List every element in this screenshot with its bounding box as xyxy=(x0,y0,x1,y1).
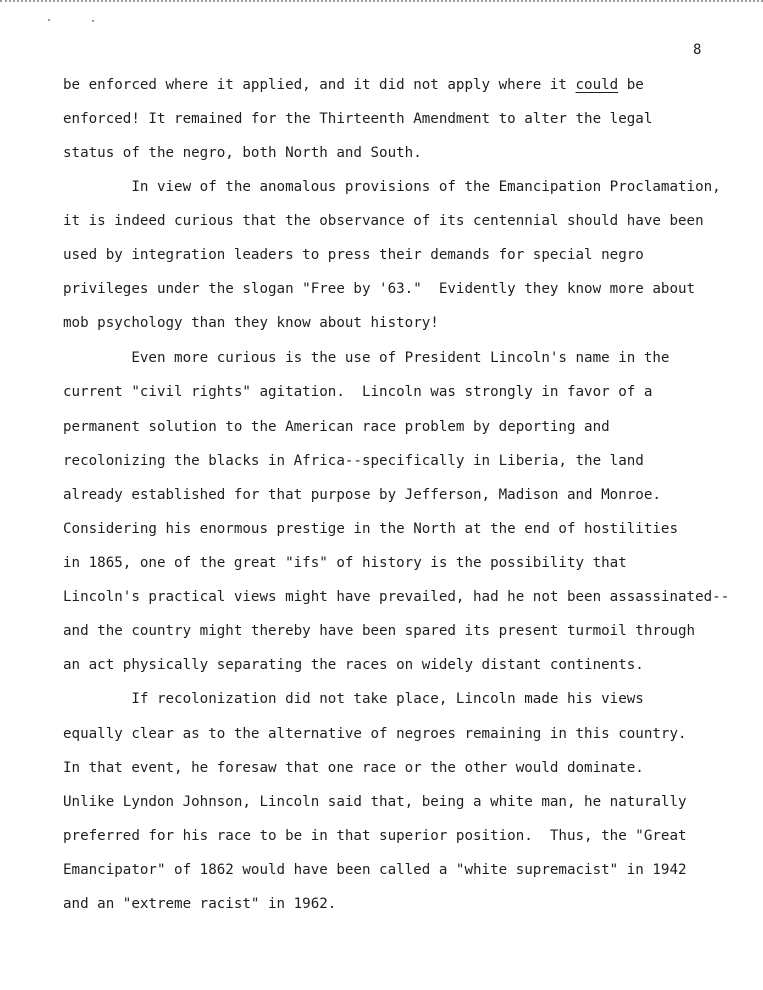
text-segment: be enforced where it applied, and it did not apply where it xyxy=(63,77,576,93)
text-line: already established for that purpose by Jefferson, Madison and Monroe. xyxy=(63,487,661,503)
text-segment: be xyxy=(618,77,644,93)
text-line: in 1865, one of the great "ifs" of history is the possibility that xyxy=(63,555,627,571)
text-line: Emancipator" of 1862 would have been called a "white supremacist" in 1942 xyxy=(63,862,687,878)
text-line: used by integration leaders to press their demands for special negro xyxy=(63,247,644,263)
text-line: privileges under the slogan "Free by '63." Evidently they know more about xyxy=(63,281,696,297)
text-line: equally clear as to the alternative of negroes remaining in this country. xyxy=(63,726,687,742)
text-line: enforced! It remained for the Thirteenth Amendment to alter the legal xyxy=(63,111,653,127)
text-line: and the country might thereby have been spared its present turmoil through xyxy=(63,623,696,639)
text-line: it is indeed curious that the observance of its centennial should have been xyxy=(63,213,704,229)
text-line: In that event, he foresaw that one race or the other would dominate. xyxy=(63,760,644,776)
paragraph-start-line: In view of the anomalous provisions of the Emancipation Proclamation, xyxy=(63,179,721,195)
scan-speck xyxy=(48,19,50,21)
scan-speck xyxy=(92,20,94,22)
text-line: current "civil rights" agitation. Lincoln was strongly in favor of a xyxy=(63,384,653,400)
text-line: Considering his enormous prestige in the North at the end of hostilities xyxy=(63,521,678,537)
text-line: preferred for his race to be in that superior position. Thus, the "Great xyxy=(63,828,687,844)
text-line: mob psychology than they know about history! xyxy=(63,315,439,331)
text-line: and an "extreme racist" in 1962. xyxy=(63,896,337,912)
paragraph-start-line: If recolonization did not take place, Lincoln made his views xyxy=(63,691,644,707)
underlined-word: could xyxy=(575,77,619,93)
page-number: 8 xyxy=(693,42,702,58)
text-line xyxy=(63,76,644,94)
page-top-edge xyxy=(0,0,763,5)
paragraph-start-line: Even more curious is the use of President Lincoln's name in the xyxy=(63,350,670,366)
text-line: an act physically separating the races on widely distant continents. xyxy=(63,657,644,673)
text-line: permanent solution to the American race problem by deporting and xyxy=(63,419,610,435)
text-line: recolonizing the blacks in Africa--specifically in Liberia, the land xyxy=(63,453,644,469)
text-line: status of the negro, both North and South. xyxy=(63,145,422,161)
text-line: Unlike Lyndon Johnson, Lincoln said that, being a white man, he naturally xyxy=(63,794,687,810)
text-line: Lincoln's practical views might have prevailed, had he not been assassinated-- xyxy=(63,589,730,605)
